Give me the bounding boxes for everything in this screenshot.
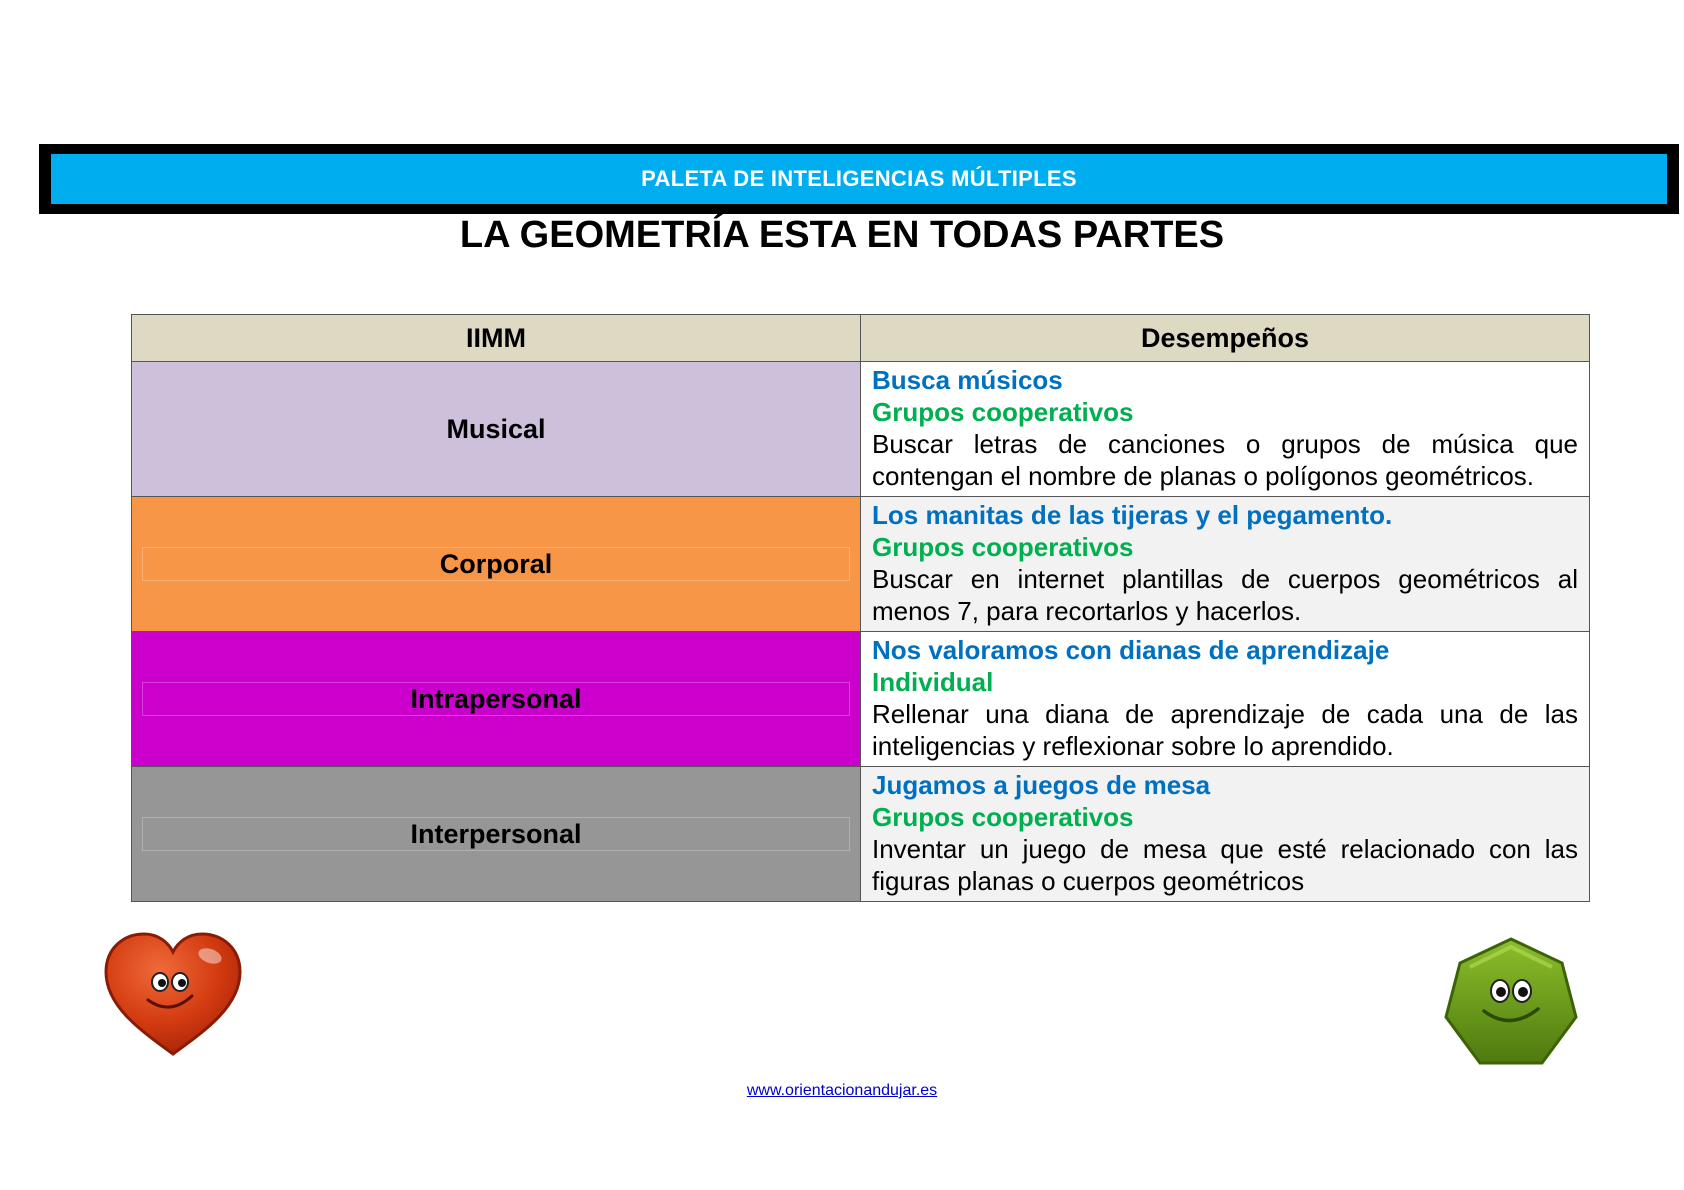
activity-description: Inventar un juego de mesa que esté relacionado con las figuras planas o cuerpos geométricos <box>872 834 1578 896</box>
banner-title: PALETA DE INTELIGENCIAS MÚLTIPLES <box>51 154 1667 204</box>
intelligence-label: Intrapersonal <box>142 682 850 716</box>
intelligence-cell-corporal <box>132 497 861 632</box>
activity-mode: Grupos cooperativos <box>872 802 1134 832</box>
activity-description: Buscar letras de canciones o grupos de música que contengan el nombre de planas o polígonos geométricos. <box>872 429 1578 491</box>
table-header-row <box>132 315 1590 362</box>
performance-cell <box>861 362 1590 497</box>
activity-title: Los manitas de las tijeras y el pegamento. <box>872 500 1393 530</box>
intelligence-label: Interpersonal <box>142 817 850 851</box>
activity-description: Buscar en internet plantillas de cuerpos geométricos al menos 7, para recortarlos y hacerlos. <box>872 564 1578 626</box>
activity-mode: Grupos cooperativos <box>872 397 1134 427</box>
table-row <box>132 497 1590 632</box>
activity-mode: Individual <box>872 667 994 697</box>
smiling-heptagon-icon <box>1440 935 1582 1077</box>
activity-mode: Grupos cooperativos <box>872 532 1134 562</box>
performance-cell <box>861 497 1590 632</box>
activity-description: Rellenar una diana de aprendizaje de cada una de las inteligencias y reflexionar sobre lo aprendido. <box>872 699 1578 761</box>
header-iimm: IIMM <box>132 315 861 362</box>
page-title: LA GEOMETRÍA ESTA EN TODAS PARTES <box>459 214 1225 256</box>
table-row <box>132 362 1590 497</box>
activity-title: Busca músicos <box>872 365 1063 395</box>
intelligence-cell-intrapersonal <box>132 632 861 767</box>
activity-title: Nos valoramos con dianas de aprendizaje <box>872 635 1390 665</box>
header-desempenos: Desempeños <box>861 315 1590 362</box>
performance-cell <box>861 632 1590 767</box>
intelligence-cell-interpersonal <box>132 767 861 902</box>
intelligence-label: Corporal <box>142 547 850 581</box>
intelligence-cell-musical <box>132 362 861 497</box>
banner-frame <box>39 144 1679 214</box>
table-row <box>132 632 1590 767</box>
intelligences-table <box>131 314 1590 902</box>
performance-cell <box>861 767 1590 902</box>
activity-title: Jugamos a juegos de mesa <box>872 770 1211 800</box>
smiling-heart-icon <box>100 930 246 1060</box>
table-row <box>132 767 1590 902</box>
intelligence-label: Musical <box>446 413 546 444</box>
website-link[interactable]: www.orientacionandujar.es <box>746 1082 938 1099</box>
